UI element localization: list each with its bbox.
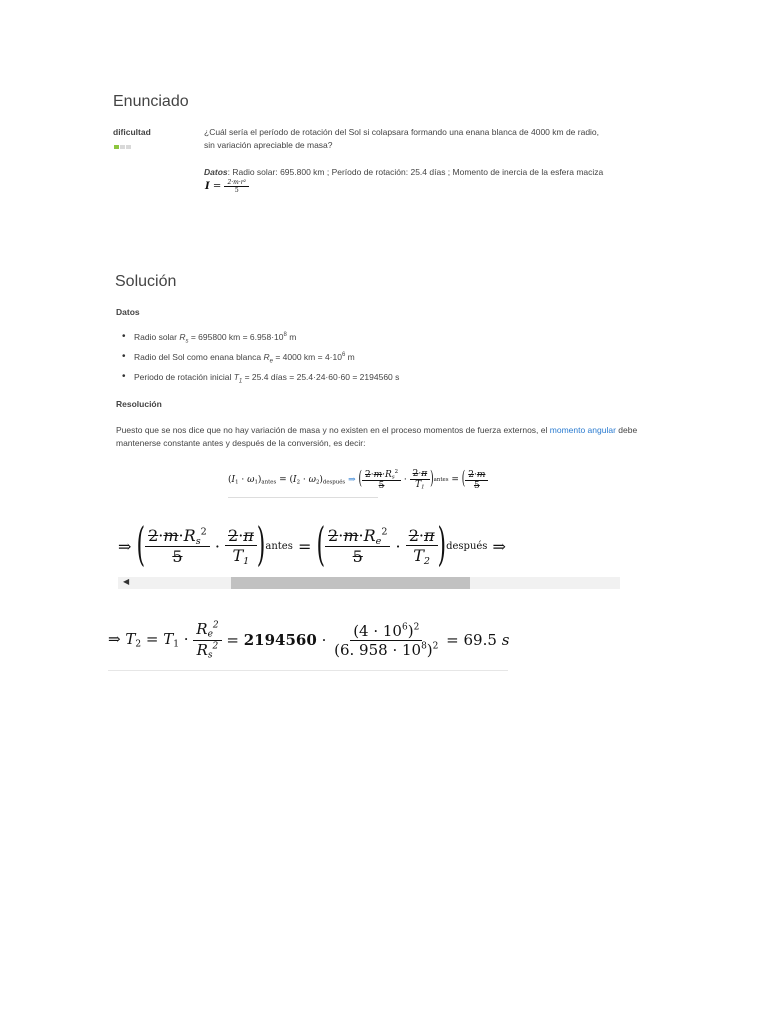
question-line-2: sin variación apreciable de masa?	[204, 140, 333, 150]
difficulty-label: dificultad	[113, 127, 151, 137]
datos-list	[120, 332, 620, 392]
solucion-heading: Solución	[115, 273, 177, 290]
datos-item-1: • Radio solar $R_s = 695800$ km = $6.958\cdot 10^8$ m	[120, 332, 620, 352]
result-value: 69.5	[463, 631, 497, 649]
paragraph-rest: debe mantenerse constante antes y después de la conversión, es decir:	[116, 425, 638, 448]
difficulty-bar-3	[126, 145, 131, 149]
question-text	[204, 126, 654, 152]
inertia-formula: I = $\frac{\text{2·m·r²}}{5}$	[205, 179, 249, 194]
horizontal-scrollbar[interactable]	[118, 577, 620, 589]
difficulty-meter	[114, 145, 131, 149]
scrollbar-thumb[interactable]	[231, 577, 470, 589]
equation-2: ⇒ ( $\frac{2\cdot m\cdot R_s^2}{5}$ · $\frac{2\cdot\pi}{T_1}$ ) antes = ( $\frac{2\cdot m\cdot R_e^2}{5}$ · $\frac{2\cdot\pi}{T_2}$ ) después ⇒	[118, 519, 506, 573]
equation-1-underline	[228, 497, 378, 498]
datos-item-2: • Radio del Sol como enana blanca $R_e = 4000$ km = $4\cdot 10^6$ m	[120, 352, 620, 372]
scroll-left-arrow-icon[interactable]: ◀	[123, 577, 130, 586]
given-data-text: : Radio solar: 695.800 km ; Período de rotación: 25.4 días ; Momento de inercia de la esfera maciza	[227, 167, 604, 177]
equation-1: $(I_1 \cdot \omega_1)_{antes} = (I_2 \cdot \omega_2)_{después}$ ⇒ ( $\frac{2\cdot m\cdot R_s^2}{5}$ · $\frac{2\cdot\pi}{T_1}$ ) antes = ( $\frac{2\cdot m}{5}$	[228, 462, 543, 498]
difficulty-bar-2	[120, 145, 125, 149]
given-data-label: Datos	[204, 167, 228, 177]
equation-3-underline	[108, 670, 508, 671]
paragraph-text: Puesto que se nos dice que no hay variación de masa y no existen en el proceso momentos de fuerza externos, el	[116, 425, 550, 435]
equation-3: ⇒ $T_2 = T_1$ · $\frac{R_e^2}{R_s^2}$ = 2194560 · $\frac{(4 \cdot 10^6)^2}{(6. 958 \cdot 10^8)^2}$ = 69.5 s	[108, 619, 510, 661]
datos-item-3: • Periodo de rotación inicial $T_1 = 25.4$ días = 25.4·24·60·60 = 2194560 s	[120, 372, 620, 392]
resolucion-paragraph	[116, 424, 646, 450]
momento-angular-link[interactable]: momento angular	[549, 425, 616, 435]
datos-heading: Datos	[116, 307, 140, 317]
question-line-1: ¿Cuál sería el período de rotación del Sol si colapsara formando una enana blanca de 4000 km de radio,	[204, 127, 600, 137]
enunciado-heading: Enunciado	[113, 93, 189, 110]
given-data	[204, 166, 654, 179]
resolucion-heading: Resolución	[116, 399, 162, 409]
difficulty-bar-1	[114, 145, 119, 149]
